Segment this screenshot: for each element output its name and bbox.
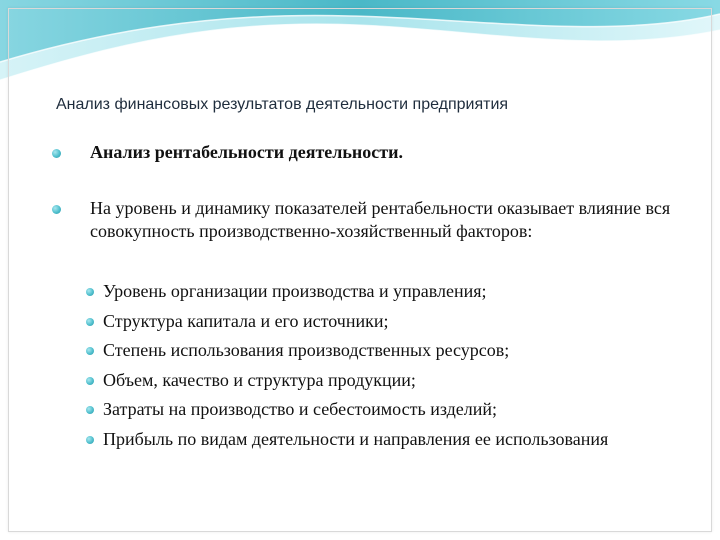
slide-title: Анализ финансовых результатов деятельности предприятия: [56, 96, 509, 113]
header-wave-decoration: [0, 0, 720, 90]
factor-text: Структура капитала и его источники;: [103, 310, 389, 331]
bullet-profitability-analysis: Анализ рентабельности деятельности.: [90, 142, 403, 162]
factor-item: [86, 366, 608, 396]
factor-item: [86, 425, 608, 455]
factor-text: Степень использования производственных ресурсов;: [103, 340, 510, 360]
sub-bullet-dot-icon: [86, 436, 94, 444]
factor-item: [86, 277, 608, 307]
bullet-dot-icon: [52, 205, 61, 214]
sub-bullet-dot-icon: [86, 288, 94, 296]
bullet-dot-icon: [52, 149, 61, 158]
factor-text: Объем, качество и структура продукции;: [103, 369, 416, 390]
factor-list: [86, 277, 608, 454]
factor-text: Затраты на производство и себестоимость изделий;: [103, 399, 498, 419]
sub-bullet-dot-icon: [86, 377, 94, 385]
sub-bullet-dot-icon: [86, 406, 94, 414]
factor-text: Прибыль по видам деятельности и направления ее использования: [103, 428, 609, 449]
sub-bullet-dot-icon: [86, 347, 94, 355]
factor-item: [86, 336, 608, 366]
factor-item: [86, 395, 608, 425]
sub-bullet-dot-icon: [86, 318, 94, 326]
factor-text: Уровень организации производства и управления;: [103, 281, 487, 301]
factor-item: [86, 307, 608, 337]
bullet-factors-influence: На уровень и динамику показателей рентабельности оказывает влияние вся совокупность производственно-хозяйственный факторов:: [90, 198, 671, 241]
